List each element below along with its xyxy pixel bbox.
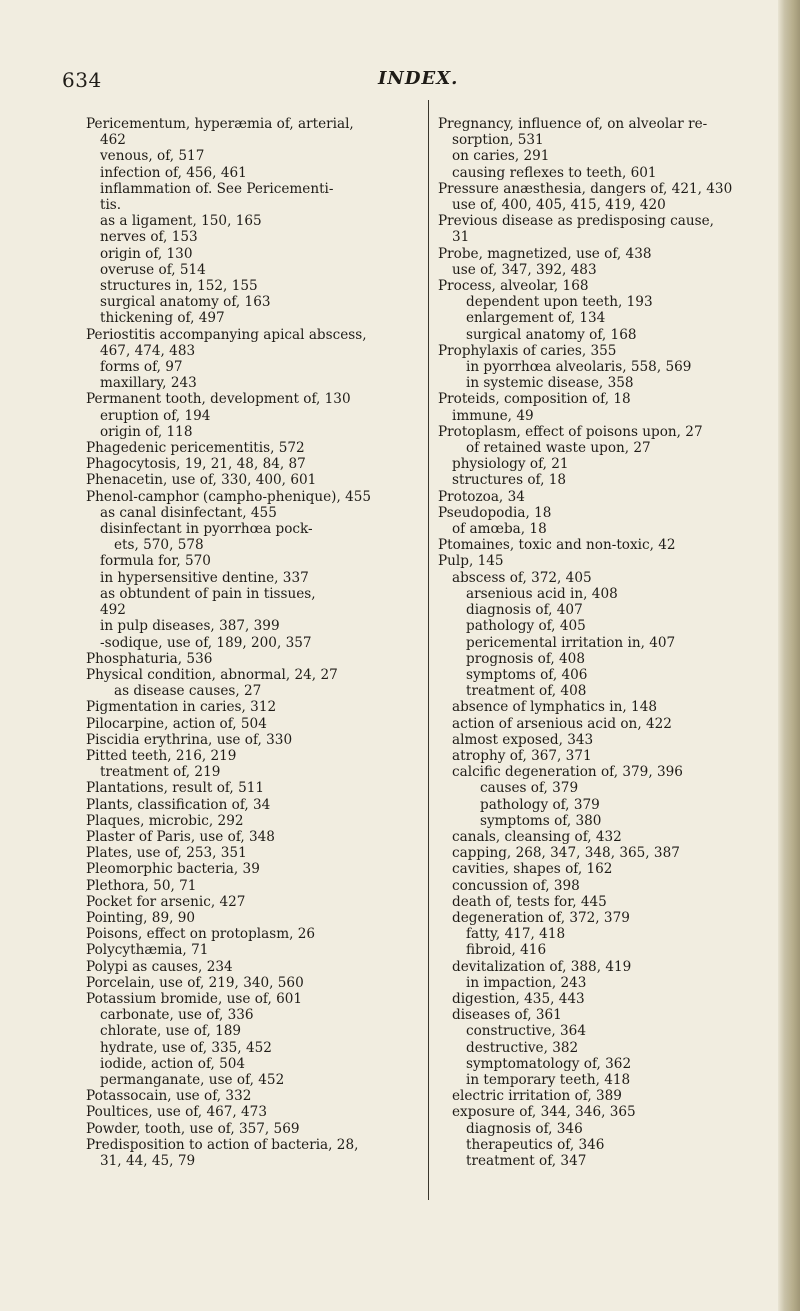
index-entry: overuse of, 514 <box>100 261 206 278</box>
index-entry: on caries, 291 <box>452 148 550 165</box>
index-entry: ets, 570, 578 <box>114 537 204 554</box>
index-entry: pathology of, 405 <box>466 618 586 635</box>
index-entry: therapeutics of, 346 <box>466 1136 605 1153</box>
index-entry: symptomatology of, 362 <box>466 1055 632 1072</box>
index-entry: Pulp, 145 <box>438 553 504 570</box>
index-entry: Physical condition, abnormal, 24, 27 <box>86 666 338 683</box>
index-column-left <box>86 116 424 1169</box>
index-entry: as canal disinfectant, 455 <box>100 504 277 521</box>
index-entry: chlorate, use of, 189 <box>100 1023 242 1040</box>
index-entry: as obtundent of pain in tissues, <box>100 585 316 602</box>
index-entry: Phagedenic pericementitis, 572 <box>86 440 305 457</box>
index-entry: -sodique, use of, 189, 200, 357 <box>100 634 312 651</box>
index-entry: death of, tests for, 445 <box>452 893 607 910</box>
index-entry: causes of, 379 <box>480 780 579 797</box>
index-entry: Plaques, microbic, 292 <box>86 812 244 829</box>
index-entry: Plants, classification of, 34 <box>86 796 271 813</box>
index-entry: formula for, 570 <box>100 553 211 570</box>
index-entry: immune, 49 <box>452 407 534 424</box>
index-entry: Porcelain, use of, 219, 340, 560 <box>86 974 304 991</box>
index-entry: Periostitis accompanying apical abscess, <box>86 326 367 343</box>
index-entry: capping, 268, 347, 348, 365, 387 <box>452 845 680 862</box>
index-entry: Poisons, effect on protoplasm, 26 <box>86 926 316 943</box>
index-entry: eruption of, 194 <box>100 407 211 424</box>
index-entry: Plantations, result of, 511 <box>86 780 265 797</box>
index-entry: use of, 400, 405, 415, 419, 420 <box>452 197 666 214</box>
index-entry: symptoms of, 380 <box>480 812 602 829</box>
index-entry: venous, of, 517 <box>100 148 205 165</box>
index-entry: enlargement of, 134 <box>466 310 606 327</box>
index-entry: Phenacetin, use of, 330, 400, 601 <box>86 472 317 489</box>
index-entry: inflammation of. See Pericementi- <box>100 180 334 197</box>
index-entry: Previous disease as predisposing cause, <box>438 213 714 230</box>
index-entry: surgical anatomy of, 168 <box>466 326 637 343</box>
page-number: 634 <box>62 68 102 92</box>
index-entry: action of arsenious acid on, 422 <box>452 715 672 732</box>
index-entry: calcific degeneration of, 379, 396 <box>452 764 683 781</box>
index-entry: constructive, 364 <box>466 1023 586 1040</box>
index-entry: origin of, 130 <box>100 245 193 262</box>
index-entry: Pigmentation in caries, 312 <box>86 699 277 716</box>
index-entry: Probe, magnetized, use of, 438 <box>438 245 652 262</box>
index-entry: arsenious acid in, 408 <box>466 585 618 602</box>
index-entry: as a ligament, 150, 165 <box>100 213 262 230</box>
index-entry: Pocket for arsenic, 427 <box>86 893 246 910</box>
index-entry: thickening of, 497 <box>100 310 225 327</box>
index-entry: destructive, 382 <box>466 1039 579 1056</box>
index-entry: Process, alveolar, 168 <box>438 278 589 295</box>
index-entry: exposure of, 344, 346, 365 <box>452 1104 636 1121</box>
index-entry: causing reflexes to teeth, 601 <box>452 164 657 181</box>
index-entry: Pitted teeth, 216, 219 <box>86 747 237 764</box>
index-entry: treatment of, 408 <box>466 683 587 700</box>
index-entry: Pericementum, hyperæmia of, arterial, <box>86 116 354 132</box>
page-header <box>0 68 800 96</box>
index-entry: tis. <box>100 197 122 214</box>
index-entry: absence of lymphatics in, 148 <box>452 699 657 716</box>
index-entry: symptoms of, 406 <box>466 666 588 683</box>
index-entry: Pointing, 89, 90 <box>86 909 196 926</box>
index-entry: concussion of, 398 <box>452 877 580 894</box>
index-entry: Pilocarpine, action of, 504 <box>86 715 267 732</box>
index-entry: Pregnancy, influence of, on alveolar re- <box>438 116 708 132</box>
index-entry: Polypi as causes, 234 <box>86 958 233 975</box>
index-entry: permanganate, use of, 452 <box>100 1071 285 1088</box>
index-entry: Poultices, use of, 467, 473 <box>86 1104 267 1121</box>
index-entry: Proteids, composition of, 18 <box>438 391 631 408</box>
index-entry: Ptomaines, toxic and non-toxic, 42 <box>438 537 676 554</box>
index-entry: Piscidia erythrina, use of, 330 <box>86 731 293 748</box>
index-entry: Predisposition to action of bacteria, 28, <box>86 1136 359 1153</box>
index-entry: diseases of, 361 <box>452 1007 562 1024</box>
index-entry: 31, 44, 45, 79 <box>100 1153 196 1169</box>
index-entry: surgical anatomy of, 163 <box>100 294 271 311</box>
index-entry: treatment of, 219 <box>100 764 221 781</box>
index-entry: in pulp diseases, 387, 399 <box>100 618 280 635</box>
index-entry: fibroid, 416 <box>466 942 547 959</box>
index-entry: in temporary teeth, 418 <box>466 1071 631 1088</box>
index-entry: physiology of, 21 <box>452 456 569 473</box>
index-entry: iodide, action of, 504 <box>100 1055 246 1072</box>
index-entry: 31 <box>452 229 470 246</box>
index-entry: diagnosis of, 346 <box>466 1120 583 1137</box>
index-entry: Pleomorphic bacteria, 39 <box>86 861 260 878</box>
index-entry: electric irritation of, 389 <box>452 1088 622 1105</box>
index-entry: infection of, 456, 461 <box>100 164 247 181</box>
index-entry: Potassocain, use of, 332 <box>86 1088 252 1105</box>
index-entry: treatment of, 347 <box>466 1153 587 1169</box>
index-entry: structures of, 18 <box>452 472 567 489</box>
index-entry: in pyorrhœa alveolaris, 558, 569 <box>466 359 692 376</box>
index-entry: of amœba, 18 <box>452 521 547 538</box>
index-entry: digestion, 435, 443 <box>452 990 585 1007</box>
index-entry: canals, cleansing of, 432 <box>452 828 622 845</box>
index-entry: Pressure anæsthesia, dangers of, 421, 430 <box>438 180 733 197</box>
index-entry: use of, 347, 392, 483 <box>452 261 597 278</box>
index-entry: Plates, use of, 253, 351 <box>86 845 247 862</box>
index-entry: Phosphaturia, 536 <box>86 650 213 667</box>
page-edge <box>778 0 800 1311</box>
index-entry: 492 <box>100 602 126 619</box>
index-column-right <box>438 116 776 1169</box>
index-entry: Plethora, 50, 71 <box>86 877 197 894</box>
index-entry: Polycythæmia, 71 <box>86 942 209 959</box>
index-entry: dependent upon teeth, 193 <box>466 294 653 311</box>
index-entry: Powder, tooth, use of, 357, 569 <box>86 1120 300 1137</box>
index-entry: Protozoa, 34 <box>438 488 525 505</box>
column-divider <box>428 100 429 1200</box>
index-entry: pericemental irritation in, 407 <box>466 634 676 651</box>
index-entry: cavities, shapes of, 162 <box>452 861 613 878</box>
index-entry: in impaction, 243 <box>466 974 587 991</box>
index-entry: Permanent tooth, development of, 130 <box>86 391 351 408</box>
index-entry: hydrate, use of, 335, 452 <box>100 1039 272 1056</box>
index-entry: forms of, 97 <box>100 359 183 376</box>
index-entry: prognosis of, 408 <box>466 650 585 667</box>
index-entry: 462 <box>100 132 126 149</box>
index-entry: Potassium bromide, use of, 601 <box>86 990 303 1007</box>
index-entry: abscess of, 372, 405 <box>452 569 592 586</box>
index-entry: maxillary, 243 <box>100 375 197 392</box>
running-title: INDEX. <box>378 68 459 89</box>
index-entry: in hypersensitive dentine, 337 <box>100 569 309 586</box>
index-entry: pathology of, 379 <box>480 796 600 813</box>
index-entry: almost exposed, 343 <box>452 731 594 748</box>
index-entry: diagnosis of, 407 <box>466 602 583 619</box>
index-entry: as disease causes, 27 <box>114 683 262 700</box>
index-entry: sorption, 531 <box>452 132 544 149</box>
index-entry: structures in, 152, 155 <box>100 278 258 295</box>
index-entry: 467, 474, 483 <box>100 342 196 359</box>
index-entry: carbonate, use of, 336 <box>100 1007 254 1024</box>
index-entry: Phagocytosis, 19, 21, 48, 84, 87 <box>86 456 306 473</box>
index-entry: Plaster of Paris, use of, 348 <box>86 828 275 845</box>
index-entry: degeneration of, 372, 379 <box>452 909 630 926</box>
index-entry: origin of, 118 <box>100 423 193 440</box>
index-entry: Prophylaxis of caries, 355 <box>438 342 617 359</box>
index-entry: fatty, 417, 418 <box>466 926 566 943</box>
index-entry: disinfectant in pyorrhœa pock- <box>100 521 313 538</box>
index-entry: Protoplasm, effect of poisons upon, 27 <box>438 423 703 440</box>
index-entry: atrophy of, 367, 371 <box>452 747 592 764</box>
index-entry: of retained waste upon, 27 <box>466 440 651 457</box>
index-entry: nerves of, 153 <box>100 229 198 246</box>
index-entry: Phenol-camphor (campho-phenique), 455 <box>86 488 372 505</box>
index-entry: devitalization of, 388, 419 <box>452 958 632 975</box>
index-entry: Pseudopodia, 18 <box>438 504 552 521</box>
index-entry: in systemic disease, 358 <box>466 375 634 392</box>
